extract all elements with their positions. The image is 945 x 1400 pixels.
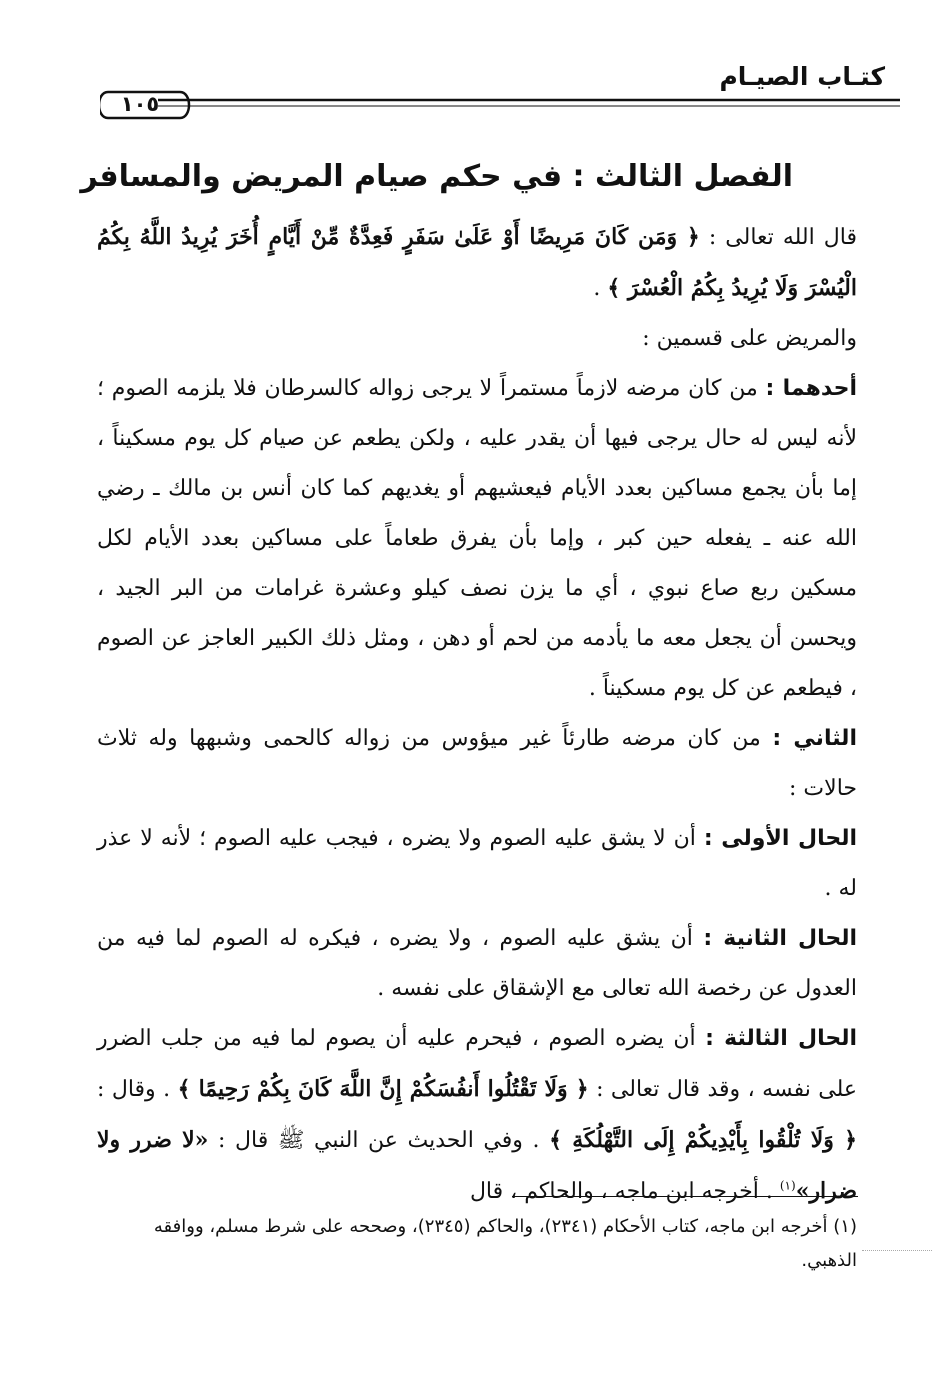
verse-intro-end: .	[593, 276, 601, 301]
running-header-title: كتـاب الصيـام	[719, 62, 885, 91]
body-text	[97, 212, 857, 1217]
scan-artifact-line	[862, 1250, 932, 1251]
footnote-separator	[512, 1196, 858, 1197]
first-category-text: من كان مرضه لازماً مستمراً لا يرجى زواله كالسرطان فلا يلزمه الصوم ؛ لأنه ليس له حال يرجى فيها أن يقدر عليه ، ولكن يطعم عن صيام كل يوم مسكيناً ، إما بأن يجمع مساكين بعدد الأيام فيعشيهم أو يغديهم كما كان أنس بن مالك ـ رضي الله عنه ـ يفعله حين كبر ، وإما بأن يفرق طعاماً على مساكين بعدد الأيام لكل مسكين ربع صاع نبوي ، أي ما يزن نصف كيلو وعشرة غرامات من البر الجيد ، ويحسن أن يجعل معه ما يأدمه من لحم أو دهن ، ومثل ذلك الكبير العاجز عن الصوم ، فيطعم عن كل يوم مسكيناً .	[97, 376, 857, 701]
state-three-text-2: . وقال :	[97, 1077, 171, 1102]
state-one-paragraph	[97, 814, 857, 914]
state-two-label: الحال الثانية :	[703, 926, 857, 951]
hadith-quote: «لا ضرر ولا ضرار»	[97, 1127, 857, 1204]
state-one-label: الحال الأولى :	[703, 826, 857, 851]
state-two-paragraph	[97, 914, 857, 1014]
state-three-label: الحال الثالثة :	[705, 1026, 857, 1051]
footnote-1: (١) أخرجه ابن ماجه، كتاب الأحكام (٢٣٤١)، والحاكم (٢٣٤٥)، وصححه على شرط مسلم، ووافقه الذهبي.	[153, 1216, 857, 1271]
state-three-paragraph	[97, 1014, 857, 1217]
quran-verse-3: ﴿ وَلَا تُلْقُوا بِأَيْدِيكُمْ إِلَى التَّهْلُكَةِ ﴾	[549, 1127, 858, 1153]
second-category-text: من كان مرضه طارئاً غير ميؤوس من زواله كالحمى وشبهها وله ثلاث حالات :	[97, 726, 857, 801]
second-category-label: الثاني :	[772, 726, 857, 751]
footnotes	[97, 1210, 857, 1278]
state-three-text-4: . أخرجه ابن ماجه ، والحاكم ، قال	[469, 1179, 773, 1204]
footnote-marker[interactable]: (١)	[779, 1178, 796, 1193]
state-two-text: أن يشق عليه الصوم ، ولا يضره ، فيكره له الصوم لما فيه من العدول عن رخصة الله تعالى مع الإشقاق على نفسه .	[97, 926, 857, 1001]
first-category-label: أحدهما :	[765, 376, 857, 401]
verse-intro-paragraph	[97, 212, 857, 314]
division-paragraph: والمريض على قسمين :	[642, 326, 857, 351]
verse-intro-lead: قال الله تعالى :	[708, 225, 857, 250]
header-rule	[100, 90, 900, 120]
first-category-paragraph	[97, 364, 857, 714]
chapter-heading: الفصل الثالث : في حكم صيام المريض والمسافر	[80, 159, 793, 194]
state-one-text: أن لا يشق عليه الصوم ولا يضره ، فيجب عليه الصوم ؛ لأنه لا عذر له .	[97, 826, 857, 901]
page-number: ١٠٥	[120, 92, 160, 116]
second-category-paragraph	[97, 714, 857, 814]
state-three-text-3: . وفي الحديث عن النبي ﷺ قال :	[218, 1128, 540, 1153]
quran-verse: ﴿ وَمَن كَانَ مَرِيضًا أَوْ عَلَىٰ سَفَرٍ فَعِدَّةٌ مِّنْ أَيَّامٍ أُخَرَ يُرِيدُ اللَّهُ بِكُمُ الْيُسْرَ وَلَا يُرِيدُ بِكُمُ الْعُسْرَ ﴾	[97, 224, 857, 301]
state-three-text-1: أن يضره الصوم ، فيحرم عليه أن يصوم لما فيه من جلب الضرر على نفسه ، وقد قال تعالى :	[97, 1026, 858, 1102]
quran-verse-2: ﴿ وَلَا تَقْتُلُوا أَنفُسَكُمْ إِنَّ اللَّهَ كَانَ بِكُمْ رَحِيمًا ﴾	[177, 1076, 589, 1102]
